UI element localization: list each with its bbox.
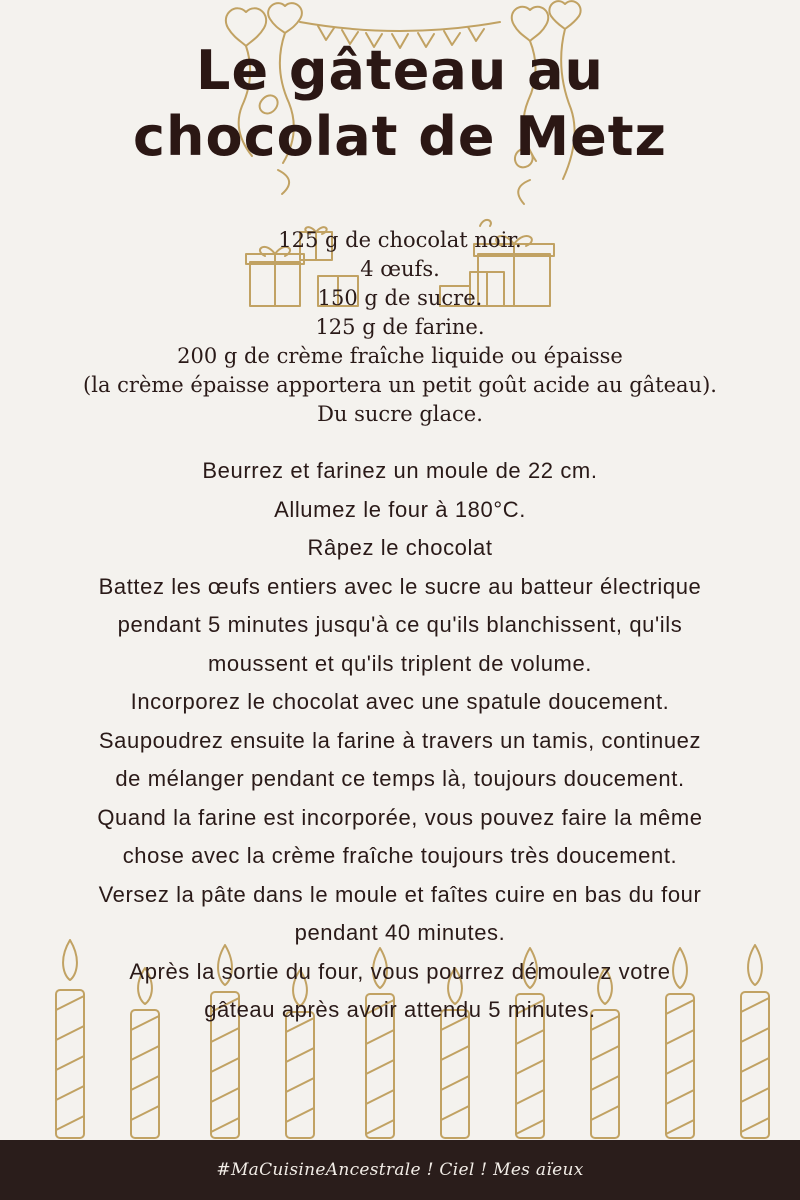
instruction-line: Allumez le four à 180°C. — [274, 496, 526, 522]
instruction-line: Incorporez le chocolat avec une spatule doucement. — [130, 689, 670, 714]
instruction-line: pendant 40 minutes. — [294, 920, 506, 945]
instruction-line: Beurrez et farinez un moule de 22 cm. — [202, 458, 598, 483]
instruction-line: de mélanger pendant ce temps là, toujours doucement. — [115, 766, 685, 791]
footer-bar — [0, 1140, 800, 1200]
instruction-line: moussent et qu'ils triplent de volume. — [207, 650, 593, 676]
instruction-line: gâteau après avoir attendu 5 minutes. — [204, 997, 596, 1022]
instruction-line: Saupoudrez ensuite la farine à travers un tamis, continuez — [98, 727, 702, 753]
instruction-line: Râpez le chocolat — [307, 535, 493, 560]
title-line-2: chocolat de Metz — [133, 105, 667, 168]
instruction-line: Quand la farine est incorporée, vous pouvez faire la même — [97, 804, 703, 830]
instruction-line: Après la sortie du four, vous pourrez démoulez votre — [129, 958, 671, 984]
instruction-line: Battez les œufs entiers avec le sucre au batteur électrique — [98, 573, 702, 599]
ingredient-item: 125 g de farine. — [315, 315, 485, 339]
ingredient-item: (la crème épaisse apportera un petit goût acide au gâteau). — [83, 373, 717, 397]
title-line-1: Le gâteau au — [196, 39, 604, 102]
ingredient-item: 125 g de chocolat noir. — [278, 228, 522, 252]
instructions-list — [0, 452, 800, 1030]
ingredient-item: Du sucre glace. — [317, 402, 483, 426]
ingredients-list — [0, 226, 800, 429]
instruction-line: chose avec la crème fraîche toujours très doucement. — [122, 843, 678, 868]
footer-hashtag: #MaCuisineAncestrale ! Ciel ! Mes aïeux — [216, 1160, 584, 1180]
ingredient-item: 150 g de sucre. — [317, 286, 483, 310]
recipe-title — [0, 38, 800, 170]
ingredient-item: 200 g de crème fraîche liquide ou épaisse — [177, 344, 623, 368]
instruction-line: pendant 5 minutes jusqu'à ce qu'ils blanchissent, qu'ils — [117, 612, 683, 637]
instruction-line: Versez la pâte dans le moule et faîtes cuire en bas du four — [98, 881, 702, 907]
ingredient-item: 4 œufs. — [360, 257, 440, 281]
